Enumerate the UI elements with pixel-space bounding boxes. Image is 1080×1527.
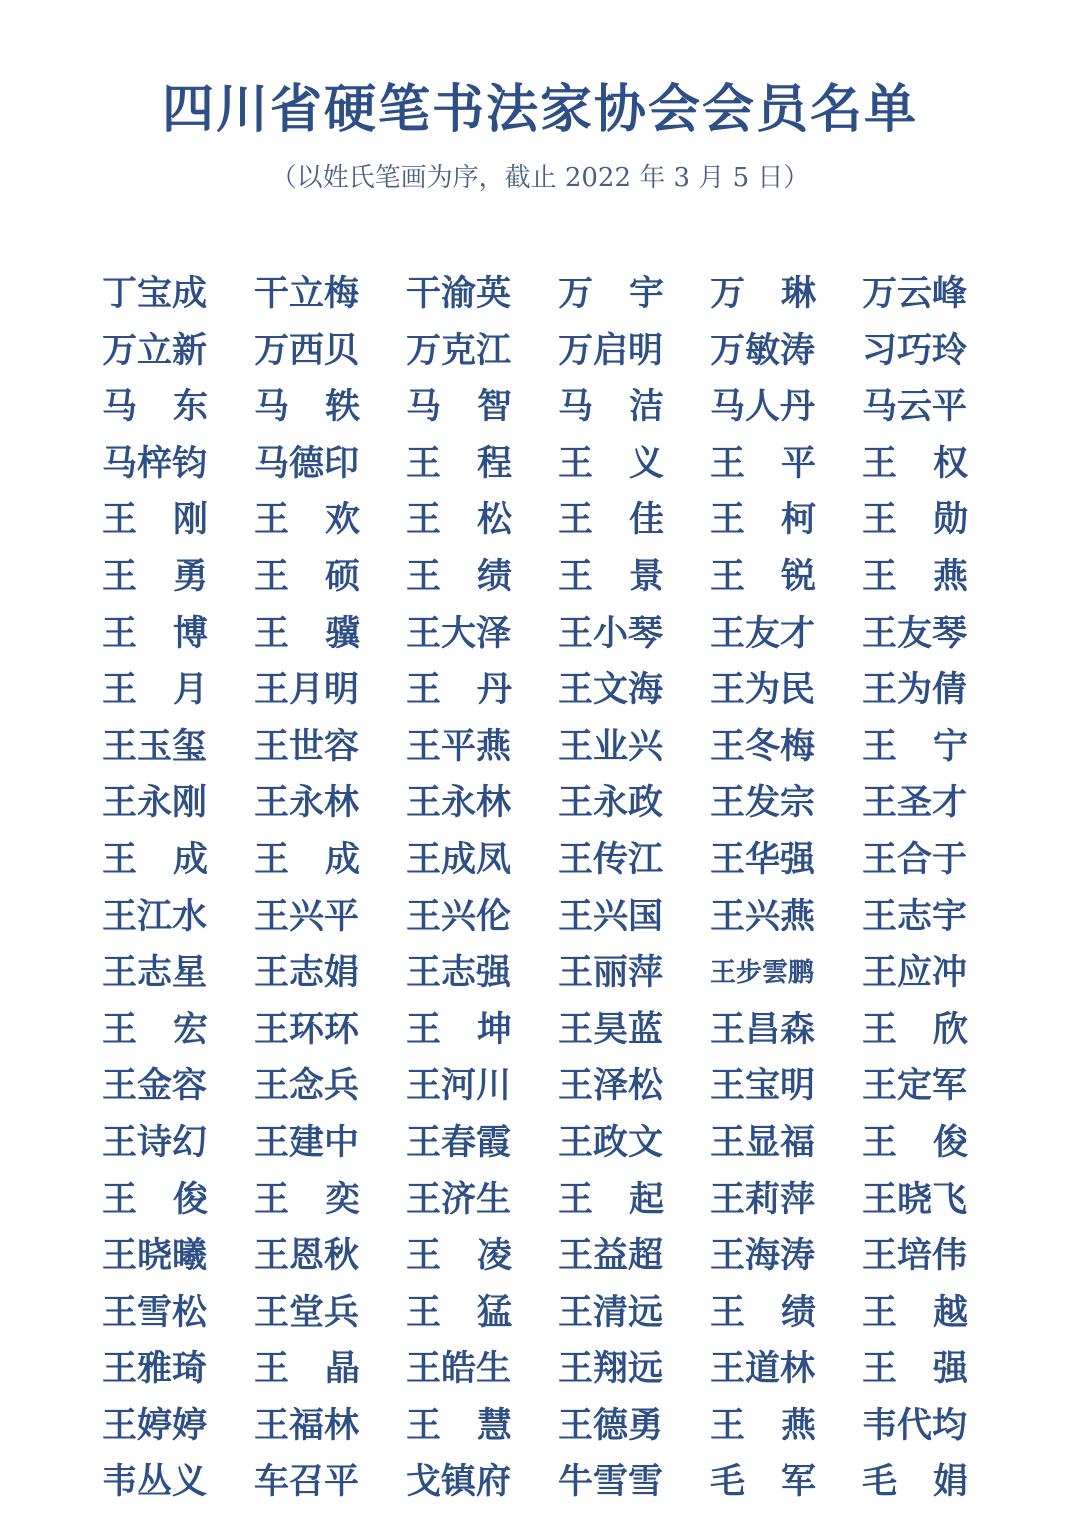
page-subtitle: （以姓氏笔画为序，截止 2022 年 3 月 5 日） <box>270 163 810 193</box>
member-name: 王步雲鹏 <box>710 958 815 989</box>
member-name: 王刚 <box>102 499 208 541</box>
member-name: 王绩 <box>406 555 512 597</box>
member-name: 王景 <box>558 555 664 597</box>
member-name: 马东 <box>102 386 208 428</box>
member-name: 王为民 <box>710 669 816 711</box>
member-name: 马智 <box>406 386 512 428</box>
member-name: 王发宗 <box>710 782 816 824</box>
member-name: 王雅琦 <box>102 1348 208 1390</box>
member-name: 王佳 <box>558 499 664 541</box>
member-name: 王金容 <box>102 1065 208 1107</box>
member-name: 王坤 <box>406 1008 512 1050</box>
member-name: 王永刚 <box>102 782 208 824</box>
member-name: 王海涛 <box>710 1235 816 1277</box>
member-name: 王文海 <box>558 669 664 711</box>
member-name: 毛娟 <box>862 1461 968 1503</box>
member-name: 王猛 <box>406 1291 512 1333</box>
member-name: 牛雪雪 <box>558 1461 664 1503</box>
member-name: 王凌 <box>406 1235 512 1277</box>
member-name: 王皓生 <box>406 1348 512 1390</box>
member-name: 王晶 <box>254 1348 360 1390</box>
member-name: 王华强 <box>710 838 816 880</box>
member-name: 王河川 <box>406 1065 512 1107</box>
member-name: 韦丛义 <box>102 1461 208 1503</box>
member-name: 王冬梅 <box>710 725 816 767</box>
member-name: 韦代均 <box>862 1404 968 1446</box>
member-name: 王定军 <box>862 1065 968 1107</box>
member-name: 王勋 <box>862 499 968 541</box>
member-name: 万克江 <box>406 329 512 371</box>
member-name: 王硕 <box>254 555 360 597</box>
member-name: 王昊蓝 <box>558 1008 664 1050</box>
member-name: 王德勇 <box>558 1404 664 1446</box>
member-name: 王慧 <box>406 1404 512 1446</box>
member-name: 王强 <box>862 1348 968 1390</box>
member-name-grid <box>102 266 1002 1511</box>
member-name: 王博 <box>102 612 208 654</box>
member-name: 王道林 <box>710 1348 816 1390</box>
member-name: 王志宇 <box>862 895 968 937</box>
member-name: 王越 <box>862 1291 968 1333</box>
member-name: 王宁 <box>862 725 968 767</box>
member-name: 王程 <box>406 442 512 484</box>
page-title: 四川省硬笔书法家协会会员名单 <box>161 79 918 140</box>
member-name: 王传江 <box>558 838 664 880</box>
member-name: 万启明 <box>558 329 664 371</box>
member-name: 王绩 <box>710 1291 816 1333</box>
member-name: 王益超 <box>558 1235 664 1277</box>
member-name: 王平燕 <box>406 725 512 767</box>
member-name: 习巧玲 <box>862 329 968 371</box>
member-name: 王宏 <box>102 1008 208 1050</box>
member-name: 王柯 <box>710 499 816 541</box>
member-name: 丁宝成 <box>102 273 208 314</box>
member-name: 万云峰 <box>862 273 968 314</box>
member-name: 王小琴 <box>558 612 664 654</box>
member-name: 王欢 <box>254 499 360 541</box>
member-name: 王合于 <box>862 838 968 880</box>
member-name: 王志强 <box>406 952 512 994</box>
member-name: 王锐 <box>710 555 816 597</box>
member-name: 王奕 <box>254 1178 360 1220</box>
member-name: 王志星 <box>102 952 208 994</box>
member-name: 王永林 <box>254 782 360 824</box>
member-name: 王圣才 <box>862 782 968 824</box>
member-name: 王泽松 <box>558 1065 664 1107</box>
member-name: 王大泽 <box>406 612 512 654</box>
member-name: 王权 <box>862 442 968 484</box>
member-name: 王显福 <box>710 1121 816 1163</box>
member-name: 王应冲 <box>862 952 968 994</box>
member-name: 王骥 <box>254 612 360 654</box>
member-name: 马轶 <box>254 386 360 428</box>
member-name: 王兴国 <box>558 895 664 937</box>
member-name: 王晓曦 <box>102 1235 208 1277</box>
member-name: 王晓飞 <box>862 1178 968 1220</box>
member-name: 王友才 <box>710 612 816 654</box>
member-name: 王成 <box>102 838 208 880</box>
member-name: 王婷婷 <box>102 1404 208 1446</box>
member-name: 万立新 <box>102 329 208 371</box>
member-name: 马洁 <box>558 386 664 428</box>
member-name: 王燕 <box>710 1404 816 1446</box>
member-name: 王玉玺 <box>102 725 208 767</box>
member-name: 万琳 <box>710 273 816 314</box>
member-name: 王俊 <box>862 1121 968 1163</box>
member-name: 王欣 <box>862 1008 968 1050</box>
member-name: 王政文 <box>558 1121 664 1163</box>
member-name: 王翔远 <box>558 1348 664 1390</box>
member-name: 王永政 <box>558 782 664 824</box>
member-name: 王昌森 <box>710 1008 816 1050</box>
member-name: 万敏涛 <box>710 329 816 371</box>
member-name: 马梓钧 <box>102 442 208 484</box>
member-name: 王清远 <box>558 1291 664 1333</box>
member-name: 王环环 <box>254 1008 360 1050</box>
member-name: 王恩秋 <box>254 1235 360 1277</box>
member-name: 王春霞 <box>406 1121 512 1163</box>
member-name: 王勇 <box>102 555 208 597</box>
member-name: 王江水 <box>102 895 208 937</box>
member-name: 王兴平 <box>254 895 360 937</box>
member-name: 干立梅 <box>254 273 360 314</box>
member-name: 王成凤 <box>406 838 512 880</box>
member-name: 王为倩 <box>862 669 968 711</box>
member-name: 王月明 <box>254 669 360 711</box>
member-name: 王兴伦 <box>406 895 512 937</box>
member-name: 王莉萍 <box>710 1178 816 1220</box>
member-name: 干渝英 <box>406 273 512 314</box>
member-name: 王起 <box>558 1178 664 1220</box>
member-name: 王雪松 <box>102 1291 208 1333</box>
member-name: 万宇 <box>558 273 664 314</box>
member-name: 王堂兵 <box>254 1291 360 1333</box>
member-name: 王济生 <box>406 1178 512 1220</box>
member-name: 王丽萍 <box>558 952 664 994</box>
member-name: 王丹 <box>406 669 512 711</box>
member-name: 王友琴 <box>862 612 968 654</box>
member-name: 戈镇府 <box>406 1461 512 1503</box>
member-name: 马云平 <box>862 386 968 428</box>
member-name: 王成 <box>254 838 360 880</box>
member-name: 王建中 <box>254 1121 360 1163</box>
member-name: 王福林 <box>254 1404 360 1446</box>
member-name: 王世容 <box>254 725 360 767</box>
member-name: 王燕 <box>862 555 968 597</box>
member-name: 王永林 <box>406 782 512 824</box>
member-name: 车召平 <box>254 1461 360 1503</box>
member-name: 王兴燕 <box>710 895 816 937</box>
member-name: 王松 <box>406 499 512 541</box>
member-name: 毛军 <box>710 1461 816 1503</box>
member-name: 王诗幻 <box>102 1121 208 1163</box>
member-name: 王念兵 <box>254 1065 360 1107</box>
member-name: 王平 <box>710 442 816 484</box>
member-name: 王义 <box>558 442 664 484</box>
member-name: 王宝明 <box>710 1065 816 1107</box>
member-name: 马人丹 <box>710 386 816 428</box>
member-name: 万西贝 <box>254 329 360 371</box>
member-name: 王志娟 <box>254 952 360 994</box>
member-name: 王俊 <box>102 1178 208 1220</box>
member-name: 马德印 <box>254 442 360 484</box>
member-name: 王月 <box>102 669 208 711</box>
member-name: 王业兴 <box>558 725 664 767</box>
member-name: 王培伟 <box>862 1235 968 1277</box>
